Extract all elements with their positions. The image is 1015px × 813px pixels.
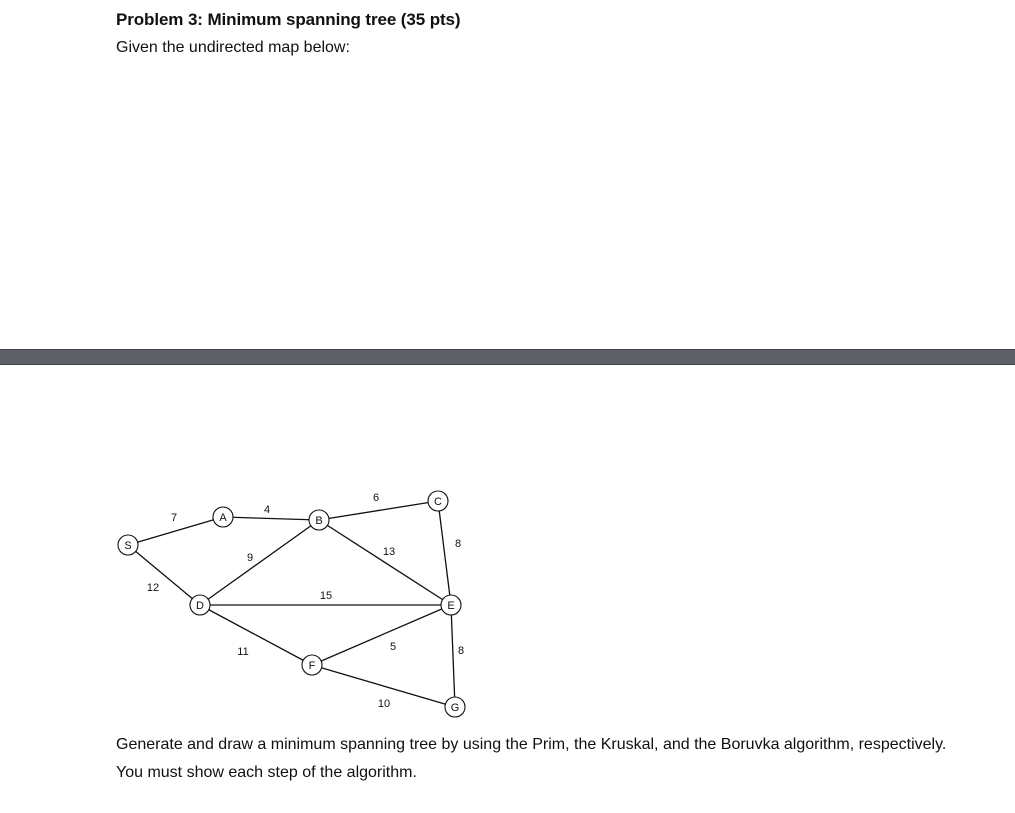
edge-b-e (319, 520, 451, 605)
weight-d-e: 15 (319, 590, 333, 602)
edge-s-d (128, 545, 200, 605)
page-divider (0, 349, 1015, 365)
weight-d-f: 11 (237, 646, 249, 658)
edge-c-e (438, 501, 451, 605)
weight-c-e: 8 (454, 538, 462, 550)
node-e-label: E (447, 600, 455, 612)
graph-diagram (0, 480, 520, 725)
weight-b-d: 9 (246, 552, 254, 564)
node-f (302, 655, 322, 675)
edge-a-b (223, 517, 319, 520)
weight-f-g: 10 (377, 698, 391, 710)
weight-f-e: 5 (389, 641, 397, 653)
node-g-label: G (450, 702, 460, 714)
node-b-label: B (315, 515, 323, 527)
edge-b-d (200, 520, 319, 605)
problem-instructions: Generate and draw a minimum spanning tree by using the Prim, the Kruskal, and the Boruvka algorithm, respectively. You must show each step of the algorithm. (116, 736, 947, 781)
weight-s-d: 12 (146, 582, 160, 594)
node-d (190, 595, 210, 615)
edge-e-g (451, 605, 455, 707)
edge-f-e (312, 605, 451, 665)
weight-e-g: 8 (457, 645, 465, 657)
node-a-label: A (219, 512, 227, 524)
problem-title: Problem 3: Minimum spanning tree (35 pts) (116, 10, 461, 29)
node-a (213, 507, 233, 527)
edge-d-f (200, 605, 312, 665)
node-s (118, 535, 138, 555)
node-g (445, 697, 465, 717)
node-b (309, 510, 329, 530)
node-d-label: D (196, 600, 204, 612)
problem-intro: Given the undirected map below: (116, 39, 350, 56)
weight-a-b: 4 (263, 504, 271, 516)
node-s-label: S (124, 540, 132, 552)
weight-s-a: 7 (170, 512, 178, 524)
node-f-label: F (308, 660, 316, 672)
weight-b-c: 6 (372, 492, 380, 504)
node-c (428, 491, 448, 511)
node-c-label: C (434, 496, 442, 508)
weight-b-e: 13 (382, 546, 396, 558)
node-e (441, 595, 461, 615)
